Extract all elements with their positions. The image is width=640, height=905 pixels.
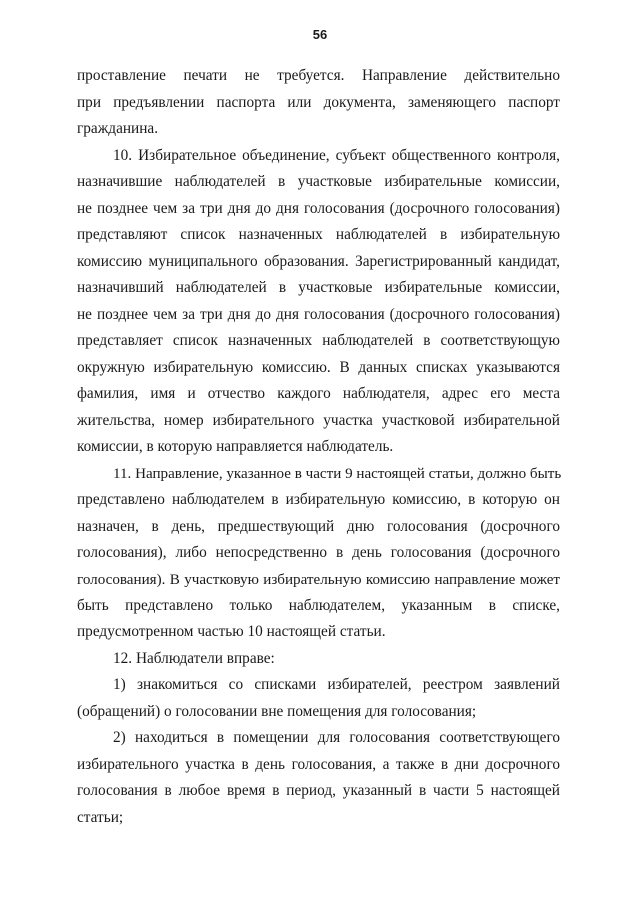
paragraph-line: (обращений) о голосовании вне помещения для голосования; [77,703,477,720]
paragraph-line: 2) находиться в помещении для голосования соответствующего [113,729,560,746]
paragraph-line: при предъявлении паспорта или документа, заменяющего паспорт [77,94,560,111]
paragraph-line: 10. Избирательное объединение, субъект общественного контроля, [113,147,560,164]
paragraph-line: комиссии, в которую направляется наблюдатель. [77,438,394,455]
paragraph-line: 12. Наблюдатели вправе: [113,650,275,667]
paragraph-line: голосования). В участковую избирательную комиссию направление может [77,572,560,588]
paragraph-line: быть представлено только наблюдателем, указанным в списке, [77,597,560,614]
paragraph-line: представляет список назначенных наблюдателей в соответствующую [77,332,560,349]
paragraph-line: 11. Направление, указанное в части 9 настоящей статьи, должно быть [113,466,562,482]
paragraph-line: комиссию муниципального образования. Зарегистрированный кандидат, [77,253,560,270]
paragraph-line: назначивший наблюдателей в участковые избирательные комиссии, [77,279,560,296]
paragraph-line: представлено наблюдателем в избирательную комиссию, в которую он [77,491,560,508]
paragraph-line: проставление печати не требуется. Направление действительно [77,67,560,84]
paragraph-line: не позднее чем за три дня до дня голосования (досрочного голосования) [77,306,560,323]
paragraph-line: статьи; [77,809,124,826]
paragraph-line: фамилия, имя и отчество каждого наблюдателя, адрес его места [77,385,560,402]
paragraph-line: назначившие наблюдателей в участковые избирательные комиссии, [77,173,560,190]
paragraph-line: голосования), либо непосредственно в день голосования (досрочного [77,544,560,561]
paragraph-line: голосования в любое время в период, указанный в части 5 настоящей [77,782,560,799]
paragraph-line: предусмотренном частью 10 настоящей статьи. [77,623,386,640]
paragraph-line: назначен, в день, предшествующий дню голосования (досрочного [77,518,560,535]
paragraph-line: жительства, номер избирательного участка участковой избирательной [77,412,560,429]
paragraph-line: 1) знакомиться со списками избирателей, реестром заявлений [113,676,560,693]
paragraph-line: не позднее чем за три дня до дня голосования (досрочного голосования) [77,200,560,217]
page-number: 56 [312,27,328,42]
paragraph-line: окружную избирательную комиссию. В данных списках указываются [77,359,560,376]
paragraph-line: избирательного участка в день голосования, а также в дни досрочного [77,756,560,773]
paragraph-line: гражданина. [77,120,159,137]
paragraph-line: представляют список назначенных наблюдателей в избирательную [77,226,560,243]
